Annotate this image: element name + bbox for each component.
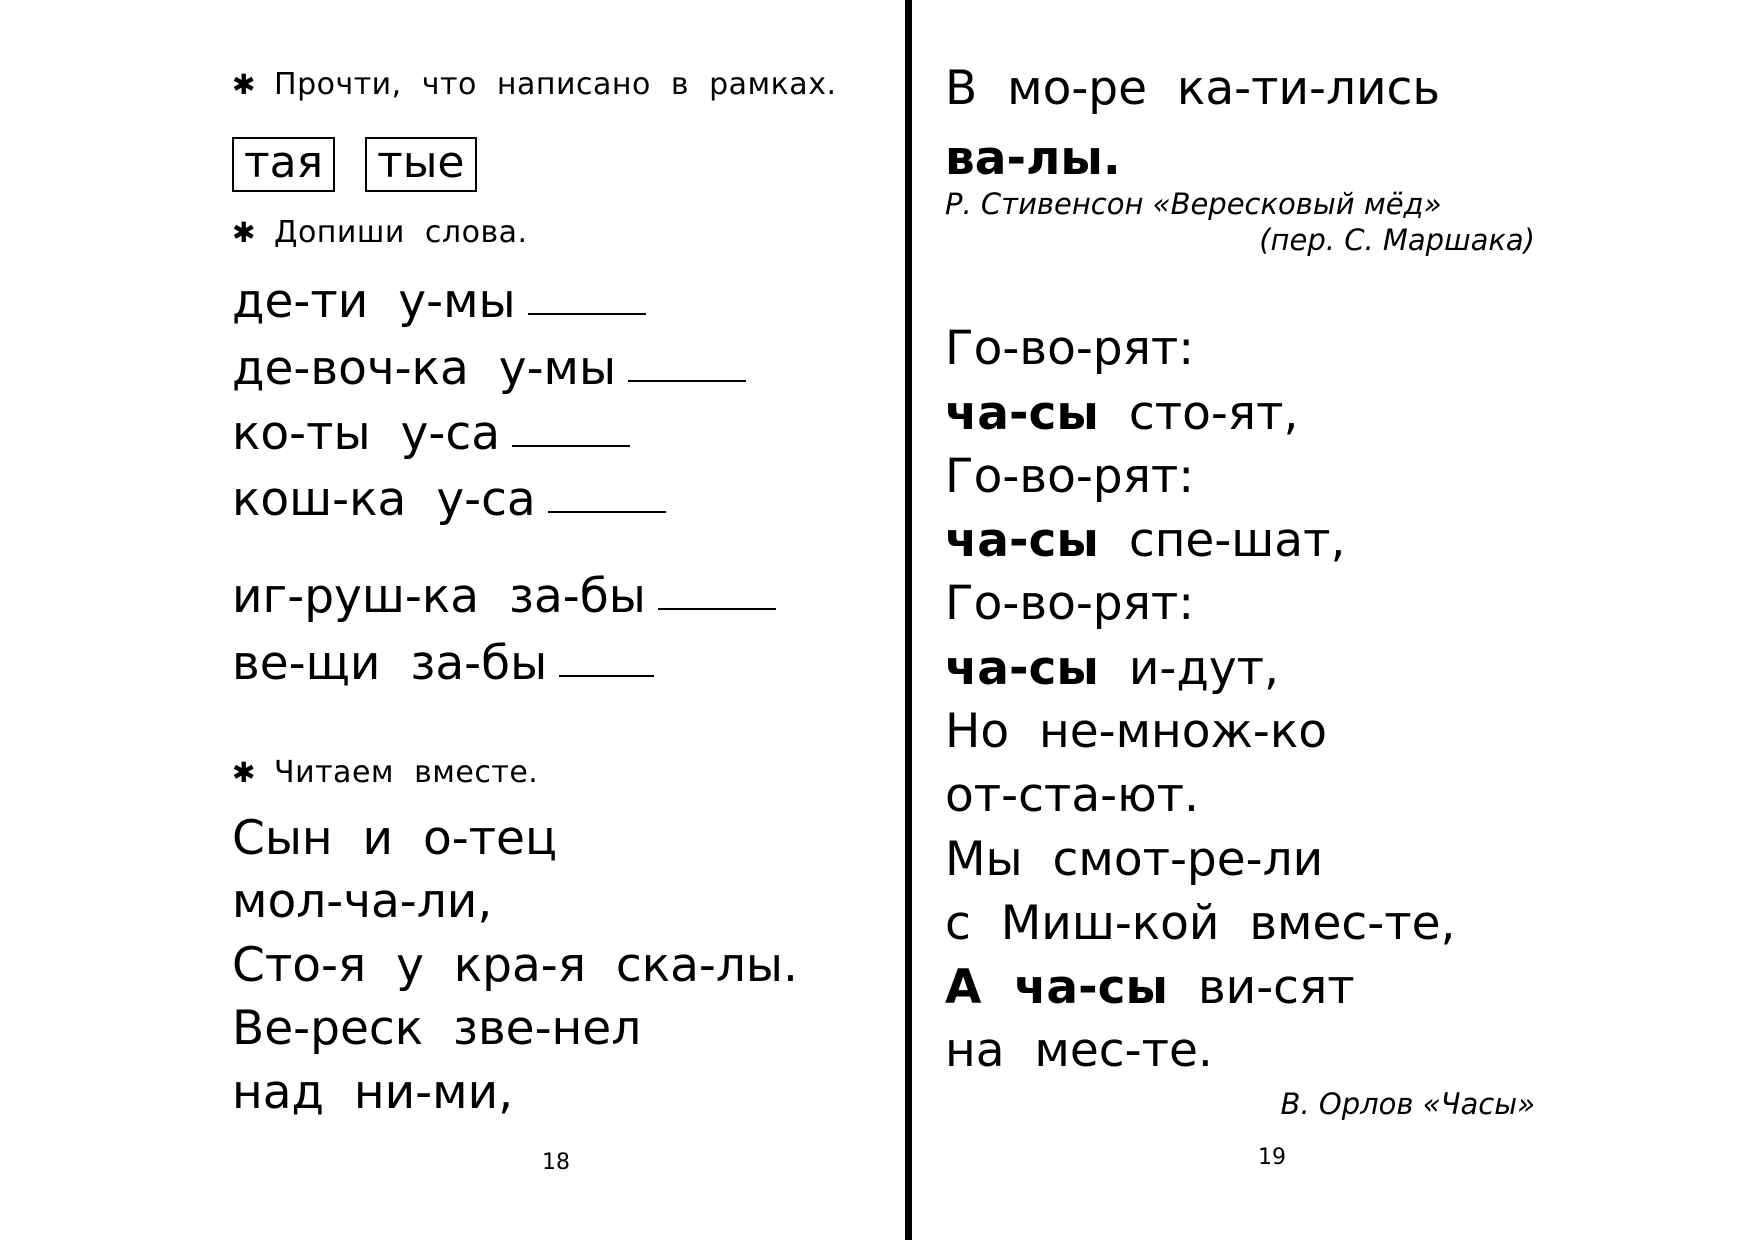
page-number: 19 <box>1258 1145 1286 1170</box>
poem-line: Го-во-рят: <box>945 321 1195 376</box>
poem-line: ча-сы и-дут, <box>945 641 1279 696</box>
star-icon: ✱ <box>232 68 256 101</box>
citation-translator: (пер. С. Маршака) <box>1259 223 1535 257</box>
poem-line: от-ста-ют. <box>945 768 1199 823</box>
poem-line: ча-сы спе-шат, <box>945 513 1346 568</box>
poem-line: Сто-я у кра-я ска-лы. <box>232 938 798 993</box>
answer-blank[interactable] <box>528 313 646 315</box>
poem-line: на мес-те. <box>945 1023 1213 1078</box>
exercise-line: ко-ты у-са <box>232 410 630 457</box>
answer-blank[interactable] <box>628 380 746 382</box>
citation: В. Орлов «Часы» <box>1280 1087 1535 1121</box>
poem-line: Мы смот-ре-ли <box>945 832 1324 887</box>
syllable-box: тая <box>232 137 335 192</box>
poem-line: Но не-множ-ко <box>945 704 1327 759</box>
instruction-complete: ✱ Допиши слова. <box>232 215 528 250</box>
syllable-boxes <box>232 137 507 192</box>
answer-blank[interactable] <box>512 445 630 447</box>
citation: Р. Стивенсон «Вересковый мёд» <box>945 187 1442 221</box>
instruction-read-together: ✱ Читаем вместе. <box>232 755 539 790</box>
exercise-line: иг-руш-ка за-бы <box>232 573 776 620</box>
poem-line: мол-ча-ли, <box>232 874 493 929</box>
spine-divider <box>905 0 912 1240</box>
poem-line: А ча-сы ви-сят <box>945 960 1355 1015</box>
poem-line: ча-сы сто-ят, <box>945 386 1299 441</box>
poem-line: над ни-ми, <box>232 1065 514 1120</box>
exercise-line: ве-щи за-бы <box>232 640 654 687</box>
exercise-line: кош-ка у-са <box>232 476 666 523</box>
exercise-line: де-воч-ка у-мы <box>232 345 746 392</box>
poem-line: Го-во-рят: <box>945 576 1195 631</box>
answer-blank[interactable] <box>559 675 654 677</box>
page-number: 18 <box>542 1150 570 1175</box>
syllable-box: тые <box>365 137 476 192</box>
poem-line: Го-во-рят: <box>945 449 1195 504</box>
poem-line: ва-лы. <box>945 131 1121 186</box>
poem-line: с Миш-кой вмес-те, <box>945 896 1456 951</box>
answer-blank[interactable] <box>658 608 776 610</box>
star-icon: ✱ <box>232 216 256 249</box>
answer-blank[interactable] <box>548 511 666 513</box>
exercise-line: де-ти у-мы <box>232 278 646 325</box>
instruction-read: ✱ Прочти, что написано в рамках. <box>232 67 837 102</box>
poem-line: Ве-реск зве-нел <box>232 1001 642 1056</box>
poem-line: Сын и о-тец <box>232 811 557 866</box>
star-icon: ✱ <box>232 756 256 789</box>
poem-line: В мо-ре ка-ти-лись <box>945 61 1441 116</box>
